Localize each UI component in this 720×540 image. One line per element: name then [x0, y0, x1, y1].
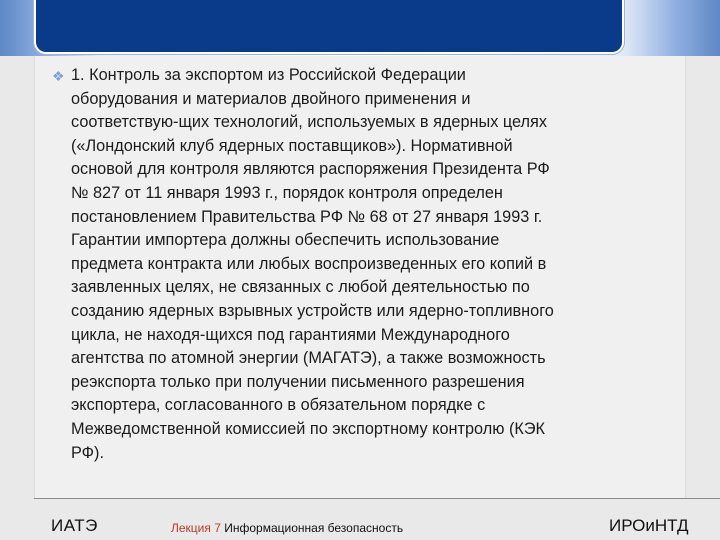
footer-lecture-topic: Информационная безопасность — [224, 521, 404, 535]
body-line: цикла, не находя-щихся под гарантиями Международного — [71, 325, 510, 344]
footer-divider — [34, 498, 720, 499]
body-line: Межведомственной комиссией по экспортному контролю (КЭК — [71, 419, 546, 438]
body-line: («Лондонский клуб ядерных поставщиков»). Нормативной — [71, 136, 513, 155]
slide-title-bar — [34, 0, 624, 54]
body-line: оборудования и материалов двойного применения и — [71, 89, 471, 108]
body-line: соответствую-щих технологий, используемых в ядерных целях — [71, 113, 547, 132]
body-line: созданию ядерных взрывных устройств или ядерно-топливного — [71, 301, 554, 320]
body-line: экспортера, согласованного в обязательном порядке с — [71, 396, 486, 415]
footer-lecture-prefix: Лекция — [171, 521, 211, 535]
body-line: основой для контроля являются распоряжения Президента РФ — [71, 160, 550, 179]
body-line: заявленных целях, не связанных с любой деятельностью по — [71, 278, 530, 297]
slide-body-text — [71, 64, 681, 465]
body-line: РФ). — [71, 443, 104, 462]
body-line: 1. Контроль за экспортом из Российской Федерации — [71, 66, 466, 84]
footer-organization: ИАТЭ — [51, 516, 98, 535]
body-line: Гарантии импортера должны обеспечить использование — [71, 231, 500, 250]
footer-lecture-info — [171, 521, 403, 535]
body-line: предмета контракта или любых воспроизведенных его копий в — [71, 254, 547, 273]
footer-lecture-number: 7 — [214, 521, 221, 535]
footer-department: ИРОиНТД — [609, 516, 689, 535]
body-line: № 827 от 11 января 1993 г., порядок контроля определен — [71, 183, 503, 202]
body-line: агентства по атомной энергии (МАГАТЭ), а также возможность — [71, 349, 546, 368]
body-line: реэкспорта только при получении письменного разрешения — [71, 372, 525, 391]
diamond-bullet-icon: ❖ — [52, 68, 65, 84]
body-line: постановлением Правительства РФ № 68 от 27 января 1993 г. — [71, 207, 543, 226]
